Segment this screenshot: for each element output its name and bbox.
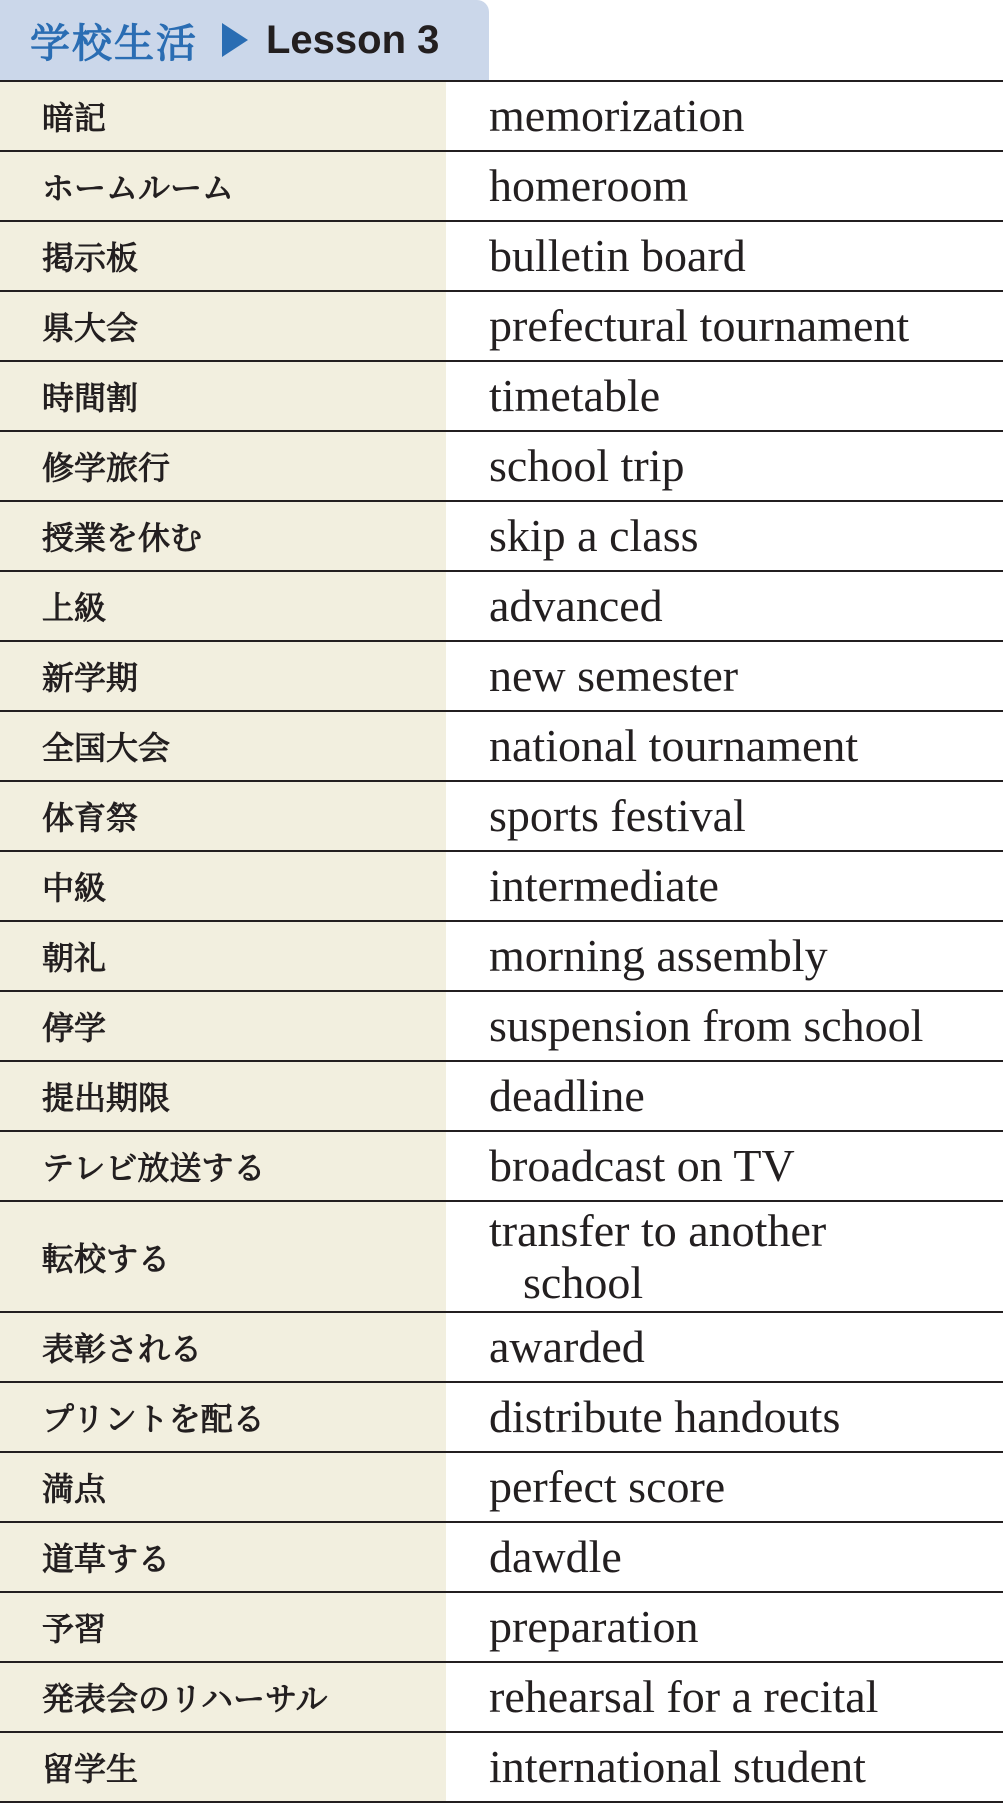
japanese-term: 提出期限 (0, 1062, 446, 1130)
english-term (446, 362, 1003, 430)
english-term-text: preparation (489, 1601, 699, 1652)
english-term-text: school trip (489, 440, 685, 491)
english-term (446, 712, 1003, 780)
table-row (0, 992, 1003, 1062)
english-term-text: skip a class (489, 510, 699, 561)
english-term (446, 1202, 1003, 1311)
table-row (0, 1383, 1003, 1453)
table-row (0, 1663, 1003, 1733)
english-term (446, 1593, 1003, 1661)
japanese-term: 停学 (0, 992, 446, 1060)
english-term-text: advanced (489, 580, 663, 631)
english-term (446, 992, 1003, 1060)
english-term-text: memorization (489, 90, 745, 141)
japanese-term: 県大会 (0, 292, 446, 360)
triangle-arrow-icon (222, 23, 248, 57)
table-row (0, 502, 1003, 572)
english-term-text: suspension from school (489, 1000, 924, 1051)
english-term (446, 782, 1003, 850)
english-term-text: dawdle (489, 1531, 622, 1582)
english-term (446, 502, 1003, 570)
english-term (446, 1062, 1003, 1130)
table-row (0, 292, 1003, 362)
english-term-text: distribute handouts (489, 1391, 841, 1442)
english-term-text: new semester (489, 650, 739, 701)
japanese-term: 道草する (0, 1523, 446, 1591)
table-row (0, 82, 1003, 152)
english-term-text: prefectural tournament (489, 300, 910, 351)
english-term (446, 1663, 1003, 1731)
english-term-text: awarded (489, 1321, 645, 1372)
japanese-term: プリントを配る (0, 1383, 446, 1451)
table-row (0, 152, 1003, 222)
table-row (0, 1202, 1003, 1313)
topic-title: 学校生活 (30, 20, 198, 67)
japanese-term: 修学旅行 (0, 432, 446, 500)
english-term-text: broadcast on TV (489, 1140, 795, 1191)
japanese-term: 満点 (0, 1453, 446, 1521)
japanese-term: 留学生 (0, 1733, 446, 1801)
table-row (0, 572, 1003, 642)
japanese-term: 全国大会 (0, 712, 446, 780)
table-row (0, 1523, 1003, 1593)
english-term (446, 922, 1003, 990)
table-row (0, 642, 1003, 712)
table-row (0, 1062, 1003, 1132)
japanese-term: 上級 (0, 572, 446, 640)
english-term (446, 1523, 1003, 1591)
japanese-term: 体育祭 (0, 782, 446, 850)
japanese-term: 時間割 (0, 362, 446, 430)
english-term-text: intermediate (489, 860, 719, 911)
english-term (446, 642, 1003, 710)
english-term (446, 852, 1003, 920)
japanese-term: テレビ放送する (0, 1132, 446, 1200)
english-term (446, 1313, 1003, 1381)
japanese-term: 暗記 (0, 82, 446, 150)
english-term-text: bulletin board (489, 230, 746, 281)
lesson-label: Lesson 3 (266, 17, 440, 62)
english-term (446, 1733, 1003, 1801)
english-term (446, 1383, 1003, 1451)
lesson-header (0, 0, 489, 80)
english-term (446, 152, 1003, 220)
japanese-term: ホームルーム (0, 152, 446, 220)
japanese-term: 転校する (0, 1202, 446, 1311)
table-row (0, 922, 1003, 992)
japanese-term: 新学期 (0, 642, 446, 710)
table-row (0, 852, 1003, 922)
english-term-text: timetable (489, 370, 661, 421)
table-row (0, 1313, 1003, 1383)
english-term (446, 1453, 1003, 1521)
english-term-text: international student (489, 1741, 866, 1792)
english-term-text: morning assembly (489, 930, 828, 981)
english-term-text: homeroom (489, 160, 689, 211)
japanese-term: 掲示板 (0, 222, 446, 290)
table-row (0, 712, 1003, 782)
table-row (0, 1593, 1003, 1663)
english-term-text: deadline (489, 1070, 645, 1121)
table-row (0, 782, 1003, 852)
table-row (0, 432, 1003, 502)
japanese-term: 表彰される (0, 1313, 446, 1381)
english-term (446, 82, 1003, 150)
english-term-text: perfect score (489, 1461, 726, 1512)
english-term (446, 222, 1003, 290)
english-term-text: national tournament (489, 720, 859, 771)
english-term-text: transfer to another (489, 1204, 827, 1256)
english-term (446, 292, 1003, 360)
japanese-term: 朝礼 (0, 922, 446, 990)
japanese-term: 発表会のリハーサル (0, 1663, 446, 1731)
english-term-text: sports festival (489, 790, 746, 841)
english-term (446, 572, 1003, 640)
table-row (0, 1132, 1003, 1202)
table-row (0, 362, 1003, 432)
table-row (0, 1453, 1003, 1523)
english-term-text: rehearsal for a recital (489, 1671, 879, 1722)
english-term (446, 432, 1003, 500)
japanese-term: 授業を休む (0, 502, 446, 570)
table-row (0, 222, 1003, 292)
english-term (446, 1132, 1003, 1200)
japanese-term: 予習 (0, 1593, 446, 1661)
table-row (0, 1733, 1003, 1803)
japanese-term: 中級 (0, 852, 446, 920)
english-term-continuation: school (523, 1256, 644, 1308)
vocabulary-table (0, 82, 1003, 1803)
